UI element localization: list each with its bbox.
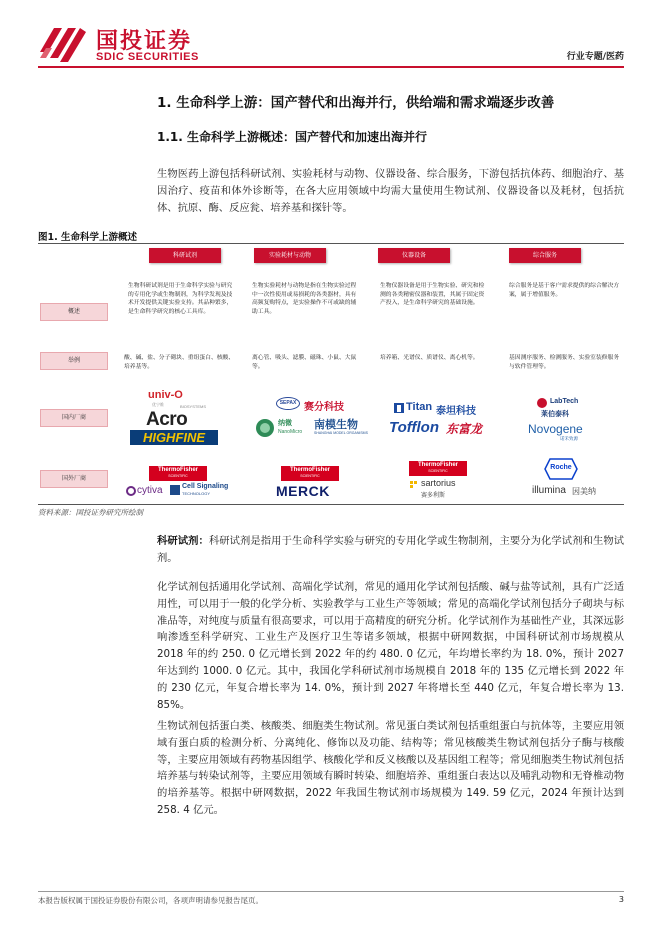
reagent-definition-text: 科研试剂是指用于生命科学实验与研究的专用化学或生物制剂，主要分为化学试剂和生物试剂。 bbox=[157, 535, 625, 564]
brand-acro-sub: BIOSYSTEMS bbox=[180, 404, 207, 409]
brand-thermo-logo-2: ThermoFisher bbox=[289, 467, 330, 473]
brand-labtech-logo: LabTech bbox=[550, 398, 579, 405]
brand-novogene-logo: Novogene bbox=[528, 422, 583, 436]
brand-illumina-cn: 因美纳 bbox=[572, 487, 596, 496]
report-category: 行业专题/医药 bbox=[566, 52, 624, 62]
overview-services: 综合服务是基于客户需求提供的综合解决方案，属于增值服务。 bbox=[509, 283, 620, 298]
column-header-instruments: 仪器设备 bbox=[378, 248, 450, 263]
brand-novogene-cn: 诺禾致源 bbox=[560, 437, 578, 442]
examples-services: 基因测序服务、检测服务、实验室装修服务与软件管理等。 bbox=[509, 355, 620, 370]
brand-cell-signaling-logo: Cell Signaling bbox=[182, 483, 229, 490]
brand-thermo-sub-3: SCIENTIFIC bbox=[428, 469, 448, 473]
brand-sartorius-cn: 赛多利斯 bbox=[421, 492, 446, 499]
brand-acro-logo: Acro bbox=[146, 409, 188, 430]
reagent-lead-term: 科研试剂： bbox=[157, 535, 209, 547]
brand-tofflon-logo: Tofflon bbox=[389, 419, 439, 436]
brand-thermo-logo-3: ThermoFisher bbox=[417, 462, 458, 468]
brand-labtech-cn: 莱伯泰科 bbox=[541, 410, 569, 418]
page-header bbox=[0, 0, 662, 70]
brand-sepax-logo: SEPAX bbox=[276, 397, 300, 410]
thermo-badge-1 bbox=[149, 466, 207, 481]
brand-titan-cn: 泰坦科技 bbox=[436, 406, 476, 417]
brand-merck-logo: MERCK bbox=[276, 483, 330, 499]
figure-top-rule bbox=[38, 243, 624, 244]
subsection-heading: 1.1. 生命科学上游概述：国产替代和加速出海并行 bbox=[157, 130, 427, 144]
brand-donghulong-cn: 东富龙 bbox=[446, 422, 483, 436]
examples-reagents: 酸、碱、盐、分子砌块、重组蛋白、核酸、培养基等。 bbox=[124, 355, 235, 370]
brand-roche-logo: Roche bbox=[550, 464, 572, 471]
section-heading: 1. 生命科学上游：国产替代和出海并行，供给端和需求端逐步改善 bbox=[157, 95, 555, 111]
bio-reagent-paragraph: 生物试剂包括蛋白类、核酸类、细胞类生物试剂。常见蛋白类试剂包括重组蛋白与抗体等，主要应用领域有蛋白质的检测分析、分离纯化、修饰以及功能、结构等；常见核酸类生物试剂包括分子酶与核酸等，主要应用领域有药物基因组学、核酸化学和反义核酸以及基因组工程等；常见细胞类生物试剂包括培养基与转染试剂等，主要应用领域有瞬时转染、细胞培养、重组蛋白表达以及哺乳动物和无脊椎动物的培养基等。根据中研网数据，2022 年我国生物试剂市场规模为 149. 59 亿元，2024 年预计达到 258. 4 亿元。 bbox=[157, 720, 624, 816]
company-logo bbox=[38, 22, 228, 66]
overview-consumables: 生物实验耗材与动物是指在生物实验过程中一次性使用或易损耗的各类器材，具有高频复购特点，是实验操作不可或缺的辅助工具。 bbox=[252, 283, 357, 315]
page-number: 3 bbox=[618, 895, 624, 904]
figure-title: 图1. 生命科学上游概述 bbox=[38, 232, 138, 243]
cytiva-mark-icon bbox=[126, 486, 136, 496]
row-label-domestic: 国内厂商 bbox=[40, 409, 108, 427]
thermo-badge-3 bbox=[409, 461, 467, 476]
column-header-consumables: 实验耗材与动物 bbox=[254, 248, 326, 263]
brand-univ-logo: univ-O bbox=[148, 389, 183, 401]
logo-stripes-icon bbox=[38, 22, 88, 66]
brand-nanomicro-cn: 纳微 bbox=[278, 419, 292, 427]
brand-highfine-logo: HIGHFINE bbox=[130, 430, 218, 445]
copyright-notice: 本报告版权属于国投证券股份有限公司，各项声明请参见报告尾页。 bbox=[38, 896, 263, 905]
titan-mark-icon bbox=[393, 402, 405, 414]
chemical-reagent-paragraph: 化学试剂包括通用化学试剂、高端化学试剂，常见的通用化学试剂包括酸、碱与盐等试剂，具有广泛适用性，可以用于一般的化学分析、实验教学与工业生产等领域；常见的高端化学试剂包括分子砌块与标准品等，对纯度与质量有很高要求，可以用于高精度的研究分析。化学试剂作为基础性产业，其深远影响渗透至科学研究、工业生产及医疗卫生等诸多领域，根据中研网数据，中国科研试剂市场规模从 2018 年的约 250. 0 亿元增长到 2022 年的约 480. 0 亿元，年均增长率约为 18. 0%，预计 2027 年达到约 1000. 0 亿元。其中，我国化学科研试剂市场规模自 2018 年的 135 亿元增长到 2022 年的 230 亿元，年复合增长率为 14. 0%，预计到 2027 年将增长至 440 亿元，年复合增长率为 13. 85%。 bbox=[157, 581, 624, 711]
row-label-examples: 举例 bbox=[40, 352, 108, 370]
column-header-services: 综合服务 bbox=[509, 248, 581, 263]
brand-thermo-logo-1: ThermoFisher bbox=[157, 467, 198, 473]
intro-paragraph: 生物医药上游包括科研试剂、实验耗材与动物、仪器设备、综合服务，下游包括抗体药、细胞治疗、基因治疗、疫苗和体外诊断等，在各大应用领域中均需大量使用生物试剂、仪器设备以及耗材，包括抗体、抗原、酶、反应瓮、培养基和探针等。 bbox=[157, 168, 624, 214]
brand-saifen-name: 赛分科技 bbox=[304, 402, 344, 413]
figure-bottom-rule bbox=[38, 504, 624, 505]
nanomicro-leaf-icon bbox=[254, 418, 276, 438]
column-header-reagents: 科研试剂 bbox=[149, 248, 221, 263]
brand-nanomicro-en: NanoMicro bbox=[278, 429, 303, 435]
brand-titan-logo: Titan bbox=[406, 401, 433, 413]
brand-sartorius-logo: sartorius bbox=[421, 478, 456, 488]
brand-nanmo-en: SHANGHAI MODEL ORGANISMS bbox=[314, 431, 368, 435]
brand-cell-signaling-sub: TECHNOLOGY bbox=[182, 491, 211, 496]
sartorius-mark-icon bbox=[409, 480, 419, 490]
thermo-badge-2 bbox=[281, 466, 339, 481]
reagent-definition-paragraph bbox=[157, 533, 624, 567]
cell-signaling-mark-icon bbox=[170, 485, 180, 495]
header-divider bbox=[38, 66, 624, 68]
row-label-foreign: 国外厂商 bbox=[40, 470, 108, 488]
examples-consumables: 离心管、吸头、滤膜、磁珠、小鼠、大鼠等。 bbox=[252, 355, 357, 370]
brand-nanmo-cn: 南模生物 bbox=[314, 418, 358, 431]
brand-thermo-sub-2: SCIENTIFIC bbox=[300, 474, 320, 478]
brand-thermo-sub-1: SCIENTIFIC bbox=[168, 474, 188, 478]
logo-english-name: SDIC SECURITIES bbox=[96, 51, 199, 63]
brand-illumina-logo: illumina bbox=[532, 485, 566, 496]
row-label-overview: 概述 bbox=[40, 303, 108, 321]
overview-instruments: 生物仪器设备是用于生物实验、研究和检测的各类精密仪器和装置，其属于固定资产投入，是生命科学研究的基础设施。 bbox=[380, 283, 485, 307]
brand-univ-sub: 优宁维 bbox=[152, 402, 164, 407]
figure-source: 资料来源：国投证券研究所绘制 bbox=[38, 508, 143, 517]
overview-reagents: 生物科研试剂是用于生命科学实验与研究的专用化学或生物制剂，为科学发现及技术开发提供关键实验支持。其品种繁多，是生命科学研究的核心工具库。 bbox=[128, 283, 233, 315]
logo-chinese-name: 国投证券 bbox=[96, 29, 193, 54]
examples-instruments: 培养箱、光谱仪、质谱仪、离心机等。 bbox=[380, 355, 479, 361]
footer-divider bbox=[38, 891, 624, 892]
brand-cytiva-logo: cytiva bbox=[137, 485, 163, 496]
labtech-mark-icon bbox=[536, 397, 548, 409]
